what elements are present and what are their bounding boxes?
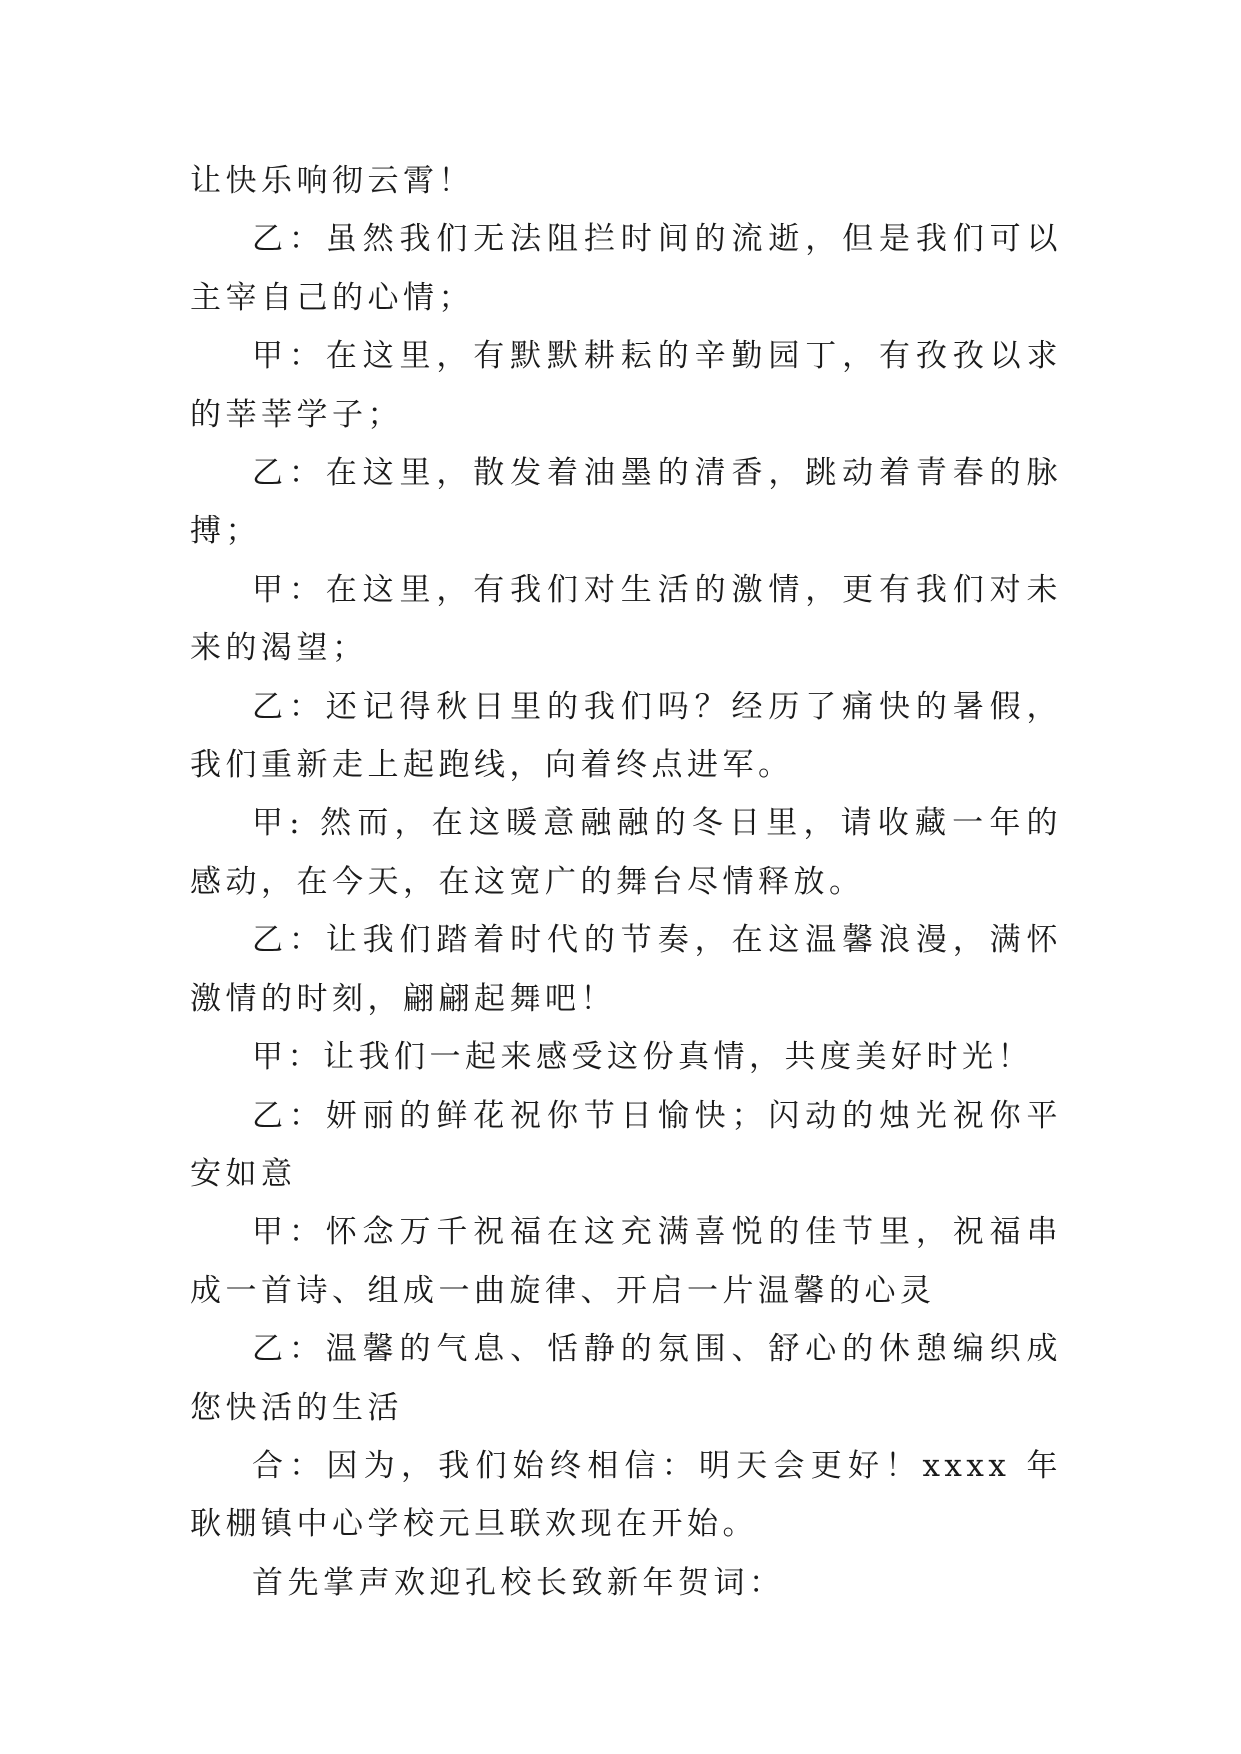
paragraph: 乙：还记得秋日里的我们吗？经历了痛快的暑假，我们重新走上起跑线，向着终点进军。 [190, 688, 1062, 784]
paragraph: 乙：妍丽的鲜花祝你节日愉快；闪动的烛光祝你平安如意 [190, 1097, 1062, 1192]
paragraph: 乙：温馨的气息、恬静的氛围、舒心的休憩编织成您快活的生活 [190, 1331, 1062, 1426]
paragraph: 甲：在这里，有我们对生活的激情，更有我们对未来的渴望； [190, 571, 1062, 667]
paragraph: 首先掌声欢迎孔校长致新年贺词： [252, 1564, 785, 1601]
paragraph: 让快乐响彻云霄！ [190, 163, 474, 199]
paragraph: 乙：虽然我们无法阻拦时间的流逝，但是我们可以主宰自己的心情； [190, 221, 1062, 316]
paragraph: 乙：在这里，散发着油墨的清香，跳动着青春的脉搏； [190, 455, 1062, 550]
paragraph: 甲: 然而，在这暖意融融的冬日里，请收藏一年的感动，在今天，在这宽广的舞台尽情释放。 [190, 805, 1062, 900]
paragraph: 甲：怀念万千祝福在这充满喜悦的佳节里，祝福串成一首诗、组成一曲旋律、开启一片温馨的心灵 [190, 1214, 1062, 1309]
paragraph: 甲：让我们一起来感受这份真情，共度美好时光！ [252, 1039, 1033, 1076]
paragraph: 合：因为，我们始终相信：明天会更好！xxxx 年耿棚镇中心学校元旦联欢现在开始。 [190, 1447, 1062, 1543]
paragraph: 乙：让我们踏着时代的节奏，在这温馨浪漫，满怀激情的时刻，翩翩起舞吧！ [190, 922, 1062, 1017]
paragraph: 甲：在这里，有默默耕耘的辛勤园丁，有孜孜以求的莘莘学子； [190, 338, 1062, 433]
document-body [190, 152, 1062, 1612]
